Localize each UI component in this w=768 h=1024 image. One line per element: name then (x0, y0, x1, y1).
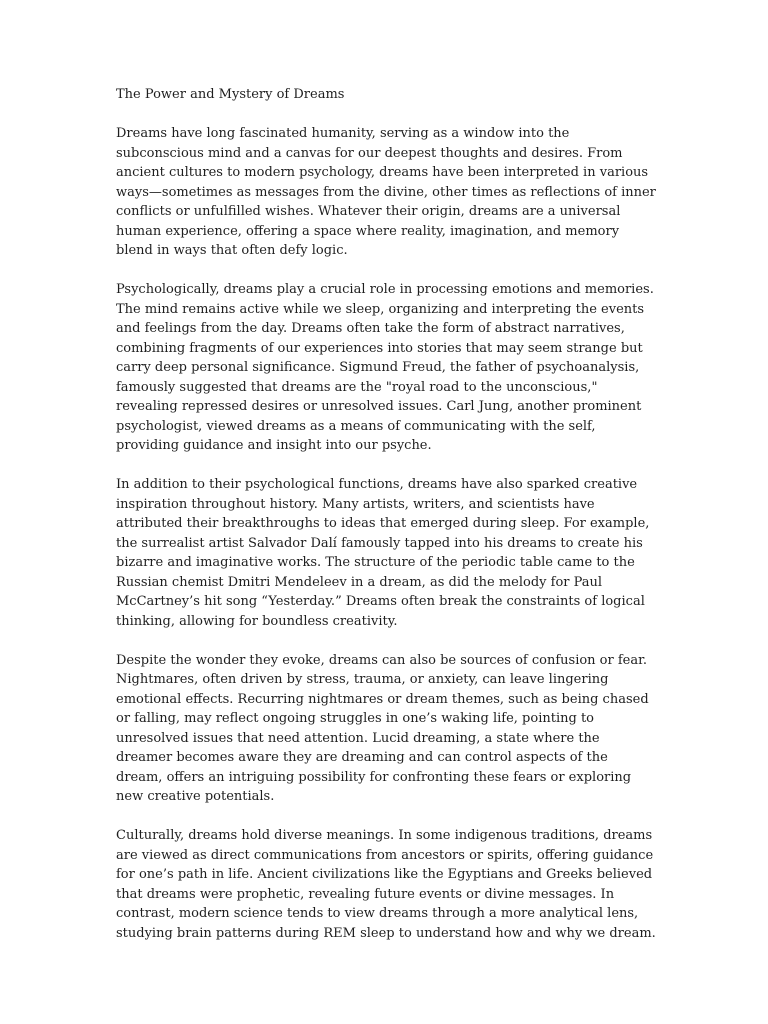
paragraph-nightmares: Despite the wonder they evoke, dreams can also be sources of confusion or fear. Nightmares, often driven by stress, trauma, or anxiety, can leave lingering emotional effects. Recurring nightmares or dream themes, such as being chased or falling, may reflect ongoing struggles in one’s waking life, pointing to unresolved issues that need attention. Lucid dreaming, a state where the dreamer becomes aware they are dreaming and can control aspects of the dream, offers an intriguing possibility for confronting these fears or exploring new creative potentials. (116, 652, 649, 804)
paragraph-creative: In addition to their psychological functions, dreams have also sparked creative inspiration throughout history. Many artists, writers, and scientists have attributed their breakthroughs to ideas that emerged during sleep. For example, the surrealist artist Salvador Dalí famously tapped into his dreams to create his bizarre and imaginative works. The structure of the periodic table came to the Russian chemist Dmitri Mendeleev in a dream, as did the melody for Paul McCartney’s hit song “Yesterday.” Dreams often break the constraints of logical thinking, allowing for boundless creativity. (116, 477, 650, 629)
paragraph-psychological: Psychologically, dreams play a crucial role in processing emotions and memories. The mind remains active while we sleep, organizing and interpreting the events and feelings from the day. Dreams often take the form of abstract narratives, combining fragments of our experiences into stories that may seem strange but carry deep personal significance. Sigmund Freud, the father of psychoanalysis, famously suggested that dreams are the "royal road to the unconscious," revealing repressed desires or unresolved issues. Carl Jung, another prominent psychologist, viewed dreams as a means of communicating with the self, providing guidance and insight into our psyche. (116, 282, 654, 453)
document-page (116, 85, 656, 963)
paragraph-intro: Dreams have long fascinated humanity, serving as a window into the subconscious mind and a canvas for our deepest thoughts and desires. From ancient cultures to modern psychology, dreams have been interpreted in various ways—sometimes as messages from the divine, other times as reflections of inner conflicts or unfulfilled wishes. Whatever their origin, dreams are a universal human experience, offering a space where reality, imagination, and memory blend in ways that often defy logic. (116, 126, 656, 258)
document-title: The Power and Mystery of Dreams (116, 87, 345, 102)
paragraph-cultural: Culturally, dreams hold diverse meanings. In some indigenous traditions, dreams are viewed as direct communications from ancestors or spirits, offering guidance for one’s path in life. Ancient civilizations like the Egyptians and Greeks believed that dreams were prophetic, revealing future events or divine messages. In contrast, modern science tends to view dreams through a more analytical lens, studying brain patterns during REM sleep to understand how and why we dream. (116, 828, 656, 941)
